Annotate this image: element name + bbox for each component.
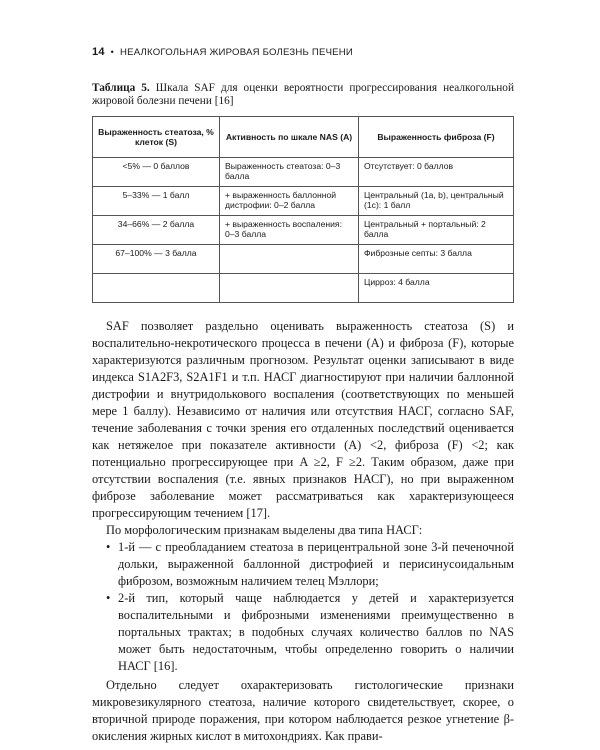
paragraph-microvesicular: Отдельно следует охарактеризовать гистологические признаки микровезикулярного стеатоза, наличие которого свидетельствует, скорее, о вторичной природе поражения, при котором наблюдается резкое угнетение β-окисления жирных кислот в митохондриях. Как прави- xyxy=(92,678,514,743)
header-fibrosis: Выраженность фиброза (F) xyxy=(359,117,514,158)
table-row xyxy=(93,245,514,274)
table-cell: Выраженность стеатоза: 0–3 балла xyxy=(220,158,359,187)
bullet-point: • xyxy=(106,591,111,605)
list-item xyxy=(106,590,514,675)
table-row xyxy=(93,274,514,303)
list-item xyxy=(106,539,514,590)
table-cell xyxy=(220,245,359,274)
table-cell: Отсутствует: 0 баллов xyxy=(359,158,514,187)
list-item-text: 1-й — с преобладанием стеатоза в перицентральной зоне 3-й печеночной дольки, выраженной баллонной дистрофией и перисинусоидальным фиброзом, возможным наличием телец Мэллори; xyxy=(118,540,514,588)
list-item-text: 2-й тип, который чаще наблюдается у детей и характеризуется воспалительными и фиброзными изменениями преимущественно в портальных трактах; в подобных случаях количество баллов по NAS может быть недостаточным, чтобы определенно говорить о наличии НАСГ [16]. xyxy=(118,591,514,673)
page-number: 14 xyxy=(92,46,105,58)
saf-table xyxy=(92,116,514,303)
header-bullet: • xyxy=(110,47,114,57)
table-row xyxy=(93,187,514,216)
table-cell xyxy=(220,274,359,303)
table-cell: Центральный (1a, b), центральный (1c): 1 балл xyxy=(359,187,514,216)
running-title: НЕАЛКОГОЛЬНАЯ ЖИРОВАЯ БОЛЕЗНЬ ПЕЧЕНИ xyxy=(120,46,353,58)
running-header xyxy=(92,44,514,60)
table-cell: + выраженность баллонной дистрофии: 0–2 балла xyxy=(220,187,359,216)
table-row xyxy=(93,216,514,245)
table-cell: <5% — 0 баллов xyxy=(93,158,220,187)
nash-types-list xyxy=(92,539,514,675)
page xyxy=(92,44,514,745)
table-cell: + выраженность воспаления: 0–3 балла xyxy=(220,216,359,245)
paragraph-nash-types: По морфологическим признакам выделены два типа НАСГ: xyxy=(106,523,423,537)
table-cell: 34–66% — 2 балла xyxy=(93,216,220,245)
table-caption-text: Шкала SAF для оценки вероятности прогрессирования неалкогольной жировой болезни печени [16] xyxy=(92,82,514,107)
header-nas-activity: Активность по шкале NAS (A) xyxy=(220,117,359,158)
body-text xyxy=(92,318,514,745)
table-cell: Центральный + портальный: 2 балла xyxy=(359,216,514,245)
header-steatosis: Выраженность стеатоза, % клеток (S) xyxy=(93,117,220,158)
bullet-point: • xyxy=(106,540,111,554)
table-cell: Фиброзные септы: 3 балла xyxy=(359,245,514,274)
table-cell: Цирроз: 4 балла xyxy=(359,274,514,303)
paragraph-saf: SAF позволяет раздельно оценивать выраженность стеатоза (S) и воспалительно-некротического процесса в печени (A) и фиброза (F), которые характеризуются различным прогнозом. Результат оценки записывают в виде индекса S1A2F3, S2A1F1 и т.п. НАСГ диагностируют при наличии баллонной дистрофии и внутридолькового воспаления (соответствующих по меньшей мере 1 баллу). Независимо от наличия или отсутствия НАСГ, согласно SAF, течение заболевания с точки зрения его отдаленных последствий оценивается как нетяжелое при показателе активности (A) <2, фиброза (F) <2; как потенциально прогрессирующее при A ≥2, F ≥2. Таким образом, даже при отсутствии воспаления (т.е. явных признаков НАСГ), но при выраженном фиброзе заболевание может рассматриваться как характеризующееся прогрессирующим течением [17]. xyxy=(92,319,514,520)
table-caption-label: Таблица 5. xyxy=(92,82,150,94)
table-row xyxy=(93,158,514,187)
table-cell: 5–33% — 1 балл xyxy=(93,187,220,216)
table-cell: 67–100% — 3 балла xyxy=(93,245,220,274)
table-caption xyxy=(92,82,514,108)
table-cell xyxy=(93,274,220,303)
table-header-row xyxy=(93,117,514,158)
